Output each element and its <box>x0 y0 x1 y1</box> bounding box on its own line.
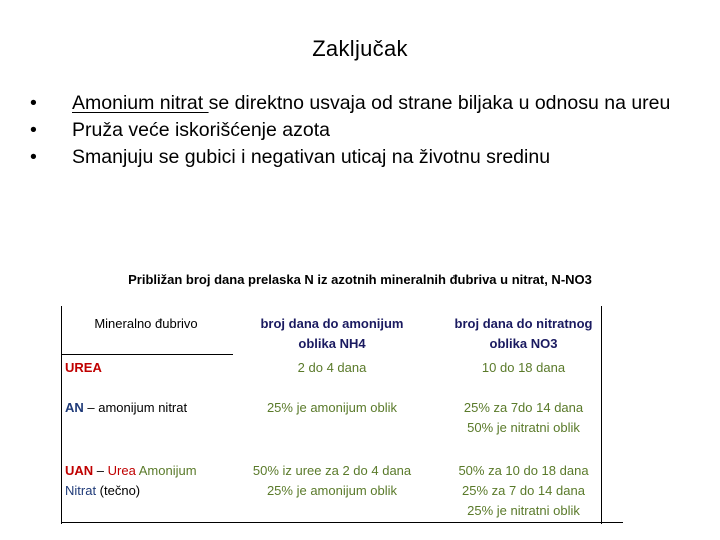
row-an-name <box>65 398 187 418</box>
row-uan-ammonium <box>241 461 423 501</box>
bullet-text: Smanjuju se gubici i negativan uticaj na životnu sredinu <box>72 146 551 168</box>
slide-title: Zaključak <box>312 36 408 61</box>
row-an-full: – amonijum nitrat <box>83 400 188 415</box>
row-urea-nitrate: 10 do 18 dana <box>481 360 566 375</box>
row-an-abbr: AN <box>65 400 84 415</box>
row-uan-nitrate-line: 25% za 7 do 14 dana <box>462 483 585 498</box>
row-uan-urea: Urea <box>107 463 136 478</box>
fertilizer-table <box>61 306 623 524</box>
table-header-divider <box>61 354 233 355</box>
bullet-item <box>30 90 700 117</box>
row-uan-ammonium-line: 25% je amonijum oblik <box>266 483 398 498</box>
bullet-marker: • <box>30 119 37 141</box>
row-uan-tail: (tečno) <box>96 483 141 498</box>
row-uan-nitrate <box>436 461 611 521</box>
bullet-list <box>30 90 700 171</box>
row-urea-name: UREA <box>65 360 102 375</box>
row-an-nitrate <box>436 398 611 438</box>
row-urea-ammonium: 2 do 4 dana <box>297 360 367 375</box>
row-uan-nitrate-line: 50% za 10 do 18 dana <box>458 463 589 478</box>
bullet-item <box>30 117 700 144</box>
bullet-text: se direktno usvaja od strane biljaka u odnosu na ureu <box>208 92 671 114</box>
table-border-bottom <box>61 522 623 523</box>
header-ammonium-days: broj dana do amonijum oblika NH4 <box>260 316 404 351</box>
row-an-nitrate-line: 50% je nitratni oblik <box>467 420 580 435</box>
row-uan-ammonium-line: 50% iz uree za 2 do 4 dana <box>252 463 412 478</box>
row-uan-abbr: UAN <box>65 463 94 478</box>
bullet-text: Pruža veće iskorišćenje azota <box>72 119 330 141</box>
row-uan-name <box>65 461 230 501</box>
row-an-ammonium: 25% je amonijum oblik <box>266 400 398 415</box>
table-border-left <box>61 306 62 524</box>
row-an-nitrate-line: 25% za 7do 14 dana <box>463 400 584 415</box>
row-uan-sep: – <box>93 463 108 478</box>
bullet-item <box>30 144 700 171</box>
header-fertilizer: Mineralno đubrivo <box>94 316 198 331</box>
bullet-marker: • <box>30 92 37 114</box>
row-uan-amonijum: Amonijum <box>138 463 197 478</box>
bullet-marker: • <box>30 146 37 168</box>
row-uan-nitrat: Nitrat <box>65 483 97 498</box>
row-uan-nitrate-line: 25% je nitratni oblik <box>467 503 580 518</box>
header-nitrate-days: broj dana do nitratnog oblika NO3 <box>454 316 593 351</box>
table-caption: Približan broj dana prelaska N iz azotnih mineralnih đubriva u nitrat, N-NO3 <box>128 272 592 287</box>
bullet-underlined-text: Amonium nitrat <box>72 92 209 114</box>
